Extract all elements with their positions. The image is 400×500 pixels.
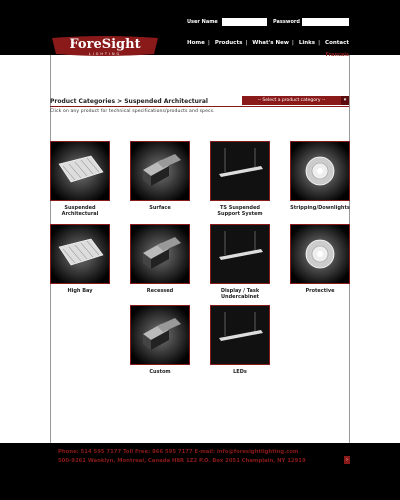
category-thumbnail[interactable] [130,224,190,284]
category-select[interactable]: -- Select a product category -- [242,96,341,105]
linear-pendant-icon [211,225,269,283]
main-nav [187,40,349,46]
category-label[interactable]: LEDs [233,369,247,375]
category-thumbnail[interactable] [210,305,270,365]
surface-fixture-icon [131,306,189,364]
category-thumbnail[interactable] [130,305,190,365]
language-link[interactable]: Francais [325,52,349,58]
category-label[interactable]: High Bay [67,288,93,294]
category-thumbnail[interactable] [290,224,350,284]
breadcrumb: Product Categories > Suspended Architectural [50,98,208,105]
username-label: User Name [187,19,218,25]
linear-pendant-icon [211,142,269,200]
category-label[interactable]: Protective [305,288,335,294]
surface-fixture-icon [131,225,189,283]
category-thumbnail[interactable] [130,141,190,201]
category-tile[interactable] [210,305,270,375]
category-thumbnail[interactable] [210,141,270,201]
surface-fixture-icon [131,142,189,200]
category-label[interactable]: Suspended Architectural [61,205,99,217]
nav-links[interactable]: Links [298,40,316,46]
nav-separator: | [291,40,294,46]
troffer-icon [51,142,109,200]
category-tile[interactable] [290,224,350,294]
troffer-icon [51,225,109,283]
site-header [0,0,400,55]
nav-separator: | [245,40,248,46]
nav-whats-new[interactable]: What's New [252,40,289,46]
foresight-logo[interactable] [50,34,160,59]
category-tile[interactable] [130,224,190,294]
category-label[interactable]: Recessed [146,288,174,294]
category-thumbnail[interactable] [50,224,110,284]
password-input[interactable] [302,18,349,26]
category-label[interactable]: Display / Task Undercabinet [220,288,260,300]
header-divider [50,106,349,107]
category-tile[interactable] [290,141,350,211]
nav-separator: | [318,40,321,46]
footer-contact-line: Phone: 514 595 7177 Toll Free: 866 595 7177 E-mail: info@foresightlighting.com [58,449,299,455]
category-tile[interactable] [130,305,190,375]
category-tile[interactable] [130,141,190,211]
footer-arrow-button[interactable]: › [346,457,348,463]
category-label[interactable]: Custom [149,369,171,375]
category-tile[interactable] [210,224,270,300]
downlight-icon [291,225,349,283]
footer-address-line: 500-9261 Wanklyn, Montreal, Canada H8R 1Z2 P.O. Box 2051 Champlain, NY 12919 [58,458,306,464]
category-label[interactable]: Surface [149,205,171,211]
brand-name: ForeSight [69,37,141,52]
intro-text: Click on any product for technical specifications/products and specs. [50,109,215,114]
category-tile[interactable] [50,224,110,294]
username-input[interactable] [222,18,267,26]
category-thumbnail[interactable] [50,141,110,201]
category-label[interactable]: TS Suspended Support System [217,205,263,217]
nav-separator: | [207,40,210,46]
category-thumbnail[interactable] [210,224,270,284]
brand-subtitle: LIGHTING [88,52,122,56]
category-tile[interactable] [50,141,110,217]
category-thumbnail[interactable] [290,141,350,201]
category-label[interactable]: Stripping/Downlights [290,205,350,211]
linear-pendant-icon [211,306,269,364]
downlight-icon [291,142,349,200]
nav-home[interactable]: Home [187,40,205,46]
nav-contact[interactable]: Contact [325,40,349,46]
category-tile[interactable] [210,141,270,217]
nav-products[interactable]: Products [214,40,243,46]
password-label: Password [273,19,300,25]
category-select-button[interactable]: ▾ [341,96,349,105]
